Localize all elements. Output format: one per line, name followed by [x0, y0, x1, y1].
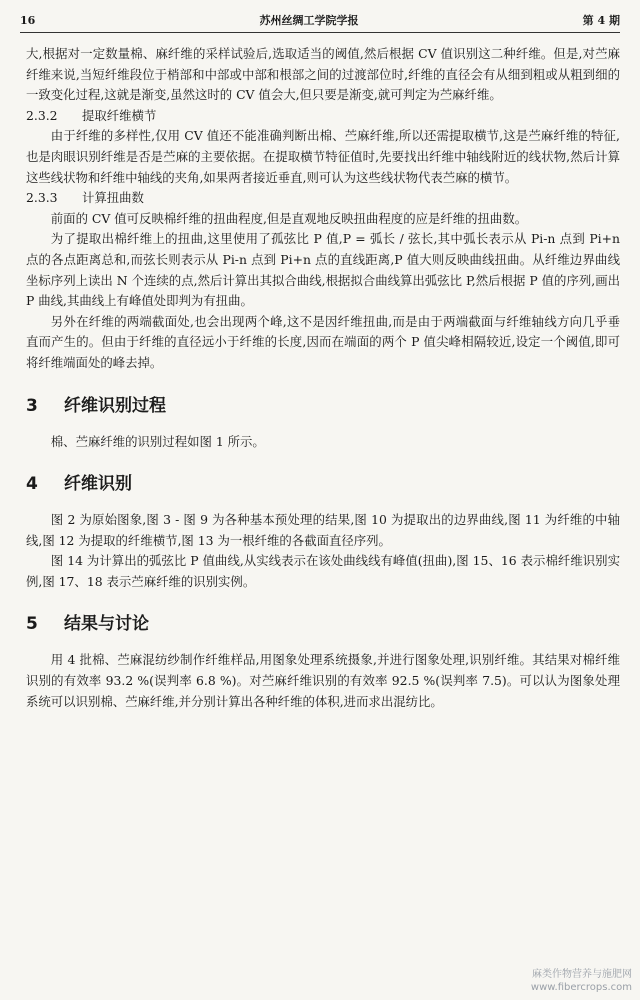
- watermark-line-1: 麻类作物营养与施肥网: [532, 969, 632, 980]
- section-heading-5: [26, 612, 620, 636]
- section-heading-4: [26, 472, 620, 496]
- paragraph-results: 用 4 批棉、苎麻混纺纱制作纤维样品,用图象处理系统摄象,并进行图象处理,识别纤维。其结果对棉纤维识别的有效率 93.2 %(误判率 6.8 %)。对苎麻纤维识别的有效率 92.5 %(误判率 7.5)。可以认为图象处理系统可以识别棉、苎麻纤维,并分别计算出各种纤维的体积,进而求出混纺比。: [26, 652, 620, 709]
- subsection-title: 提取纤维横节: [82, 107, 157, 123]
- page-number: 16: [20, 13, 36, 27]
- section-title: 纤维识别过程: [64, 395, 166, 416]
- section-number: 4: [26, 474, 38, 495]
- site-watermark: [531, 968, 632, 994]
- issue-number: 第 4 期: [582, 14, 620, 27]
- section-number: 5: [26, 614, 38, 635]
- journal-title: 苏州丝绸工学院学报: [259, 14, 359, 27]
- paragraph-arc-chord: 为了提取出棉纤维上的扭曲,这里使用了孤弦比 P 值,P = 弧长 / 弦长,其中弧长表示从 Pi-n 点到 Pi+n 点的各点距离总和,而弦长则表示从 Pi-n 点到 Pi+n 点的直线距离,P 值大则反映曲线扭曲。从纤维边界曲线坐标序列上读出 N 个连续的点,然后计算出其拟合曲线,根据拟合曲线算出弧弦比 P,然后根据 P 值的序列,画出 P 曲线,其曲线上有峰值处即判为有扭曲。: [26, 231, 620, 309]
- subsection-heading-2-3-3: [26, 188, 620, 209]
- section-title: 结果与讨论: [64, 614, 149, 635]
- watermark-line-2: www.fibercrops.com: [530, 982, 632, 993]
- paragraph-twist-intro: 前面的 CV 值可反映棉纤维的扭曲程度,但是直观地反映扭曲程度的应是纤维的扭曲数。: [50, 210, 528, 226]
- subsection-number: 2.3.2: [26, 107, 58, 123]
- section-heading-3: [26, 394, 620, 418]
- subsection-heading-2-3-2: [26, 106, 620, 127]
- paragraph-cv-threshold: 大,根据对一定数量棉、麻纤维的采样试验后,选取适当的阈值,然后根据 CV 值识别这二种纤维。但是,对苎麻纤维来说,当短纤维段位于梢部和中部或中部和根部之间的过渡部位时,纤维的直径会有从细到粗或从粗到细的一致变化过程,这就是渐变,虽然这时的 CV 值会大,但只要是渐变,就可判定为苎麻纤维。: [26, 46, 620, 103]
- running-header: [20, 8, 620, 33]
- paragraph-figures-b: 图 14 为计算出的弧弦比 P 值曲线,从实线表示在该处曲线线有峰值(扭曲),图 15、16 表示棉纤维识别实例,图 17、18 表示苎麻纤维的识别实例。: [26, 553, 620, 589]
- section-title: 纤维识别: [64, 474, 132, 495]
- subsection-title: 计算扭曲数: [82, 190, 144, 206]
- paragraph-process: 棉、苎麻纤维的识别过程如图 1 所示。: [50, 433, 265, 449]
- section-number: 3: [26, 395, 38, 416]
- article-body: [26, 44, 620, 712]
- subsection-number: 2.3.3: [26, 190, 58, 206]
- paragraph-cross-node: 由于纤维的多样性,仅用 CV 值还不能准确判断出棉、苎麻纤维,所以还需提取横节,这是苎麻纤维的特征,也是肉眼识别纤维是否是苎麻的主要依据。在提取横节特征值时,先要找出纤维中轴线附近的线状物,然后计算这些线状物和纤维中轴线的夹角,如果两者接近垂直,则可认为这些线状物代表苎麻的横节。: [26, 128, 620, 185]
- paragraph-end-peaks: 另外在纤维的两端截面处,也会出现两个峰,这不是因纤维扭曲,而是由于两端截面与纤维轴线方向几乎垂直而产生的。但由于纤维的直径远小于纤维的长度,因而在端面的两个 P 值尖峰相隔较近,设定一个阈值,即可将纤维端面处的峰去掉。: [26, 313, 620, 370]
- paragraph-figures-a: 图 2 为原始图象,图 3 - 图 9 为各种基本预处理的结果,图 10 为提取出的边界曲线,图 11 为纤维的中轴线,图 12 为提取的纤维横节,图 13 为一根纤维的各截面直径序列。: [26, 512, 620, 548]
